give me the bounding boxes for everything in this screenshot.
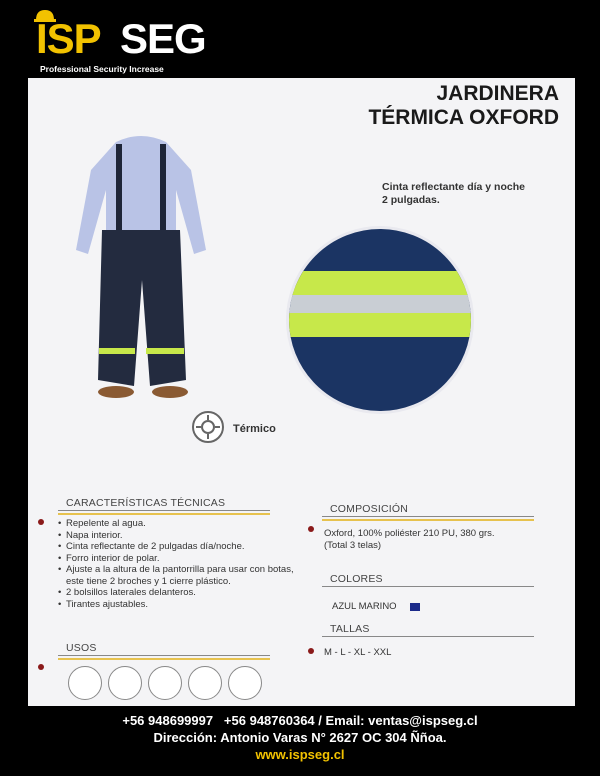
list-item: • Repelente al agua. (58, 518, 298, 530)
composicion-line2: (Total 3 telas) (324, 539, 382, 551)
section-divider-accent (58, 513, 270, 515)
bullet-marker (308, 526, 314, 532)
composicion-text (324, 528, 495, 551)
list-item: • 2 bolsillos laterales delanteros. (58, 587, 298, 599)
logo-word-isp: ISP (36, 15, 101, 62)
product-sheet (28, 78, 575, 706)
product-title-line1: JARDINERA (436, 82, 559, 105)
section-divider-accent (58, 658, 270, 660)
reflective-stripe-top (289, 271, 471, 295)
company-logo[interactable] (36, 8, 206, 76)
contact-footer (0, 712, 600, 763)
product-photo (66, 130, 216, 420)
section-divider (322, 586, 534, 587)
contact-phones[interactable]: +56 948699997 +56 948760364 / Email: ventas@ispseg.cl (122, 713, 478, 728)
section-title-tallas: TALLAS (330, 623, 370, 635)
logo-word-seg: SEG (120, 15, 206, 62)
use-transport-icon (68, 666, 102, 700)
section-divider (58, 510, 270, 511)
section-divider (322, 516, 534, 517)
list-item: • Napa interior. (58, 530, 298, 542)
product-title-line2: TÉRMICA OXFORD (368, 106, 559, 129)
bullet-marker (308, 648, 314, 654)
use-construction-icon (188, 666, 222, 700)
section-title-usos: USOS (66, 642, 97, 654)
reflective-callout (382, 181, 525, 207)
section-divider (58, 655, 270, 656)
section-divider-accent (322, 519, 534, 521)
reflective-callout-line1: Cinta reflectante día y noche (382, 181, 525, 193)
section-title-composicion: COMPOSICIÓN (330, 503, 409, 515)
caracteristicas-list (58, 518, 298, 610)
composicion-line1: Oxford, 100% poliéster 210 PU, 380 grs. (324, 528, 495, 539)
section-title-colores: COLORES (330, 573, 383, 585)
list-item: • Ajuste a la altura de la pantorrilla para usar con botas, este tiene 2 broches y 1 cierre plástico. (58, 564, 298, 587)
website-link[interactable]: www.ispseg.cl (255, 747, 345, 762)
color-value: AZUL MARINO (332, 601, 397, 612)
reflective-stripe-silver (289, 295, 471, 313)
section-title-caracteristicas: CARACTERÍSTICAS TÉCNICAS (66, 497, 226, 509)
reflective-tape-closeup (286, 226, 474, 414)
list-item: • Cinta reflectante de 2 pulgadas día/noche. (58, 541, 298, 553)
sizes-value: M - L - XL - XXL (324, 647, 392, 658)
bullet-marker (38, 664, 44, 670)
list-item: • Tirantes ajustables. (58, 599, 298, 611)
thermal-icon (192, 411, 224, 443)
thermal-label: Térmico (233, 423, 276, 435)
logo-tagline: Professional Security Increase (40, 64, 164, 74)
bullet-marker (38, 519, 44, 525)
header-bar (0, 0, 600, 78)
section-divider (322, 636, 534, 637)
list-item: • Forro interior de polar. (58, 553, 298, 565)
reflective-stripe-bottom (289, 313, 471, 337)
reflective-callout-line2: 2 pulgadas. (382, 194, 440, 206)
color-swatch (410, 603, 420, 611)
product-title (368, 82, 559, 130)
use-truck-icon (228, 666, 262, 700)
contact-address: Dirección: Antonio Varas N° 2627 OC 304 Ññoa. (153, 730, 447, 745)
use-workers-icon (108, 666, 142, 700)
use-team-icon (148, 666, 182, 700)
